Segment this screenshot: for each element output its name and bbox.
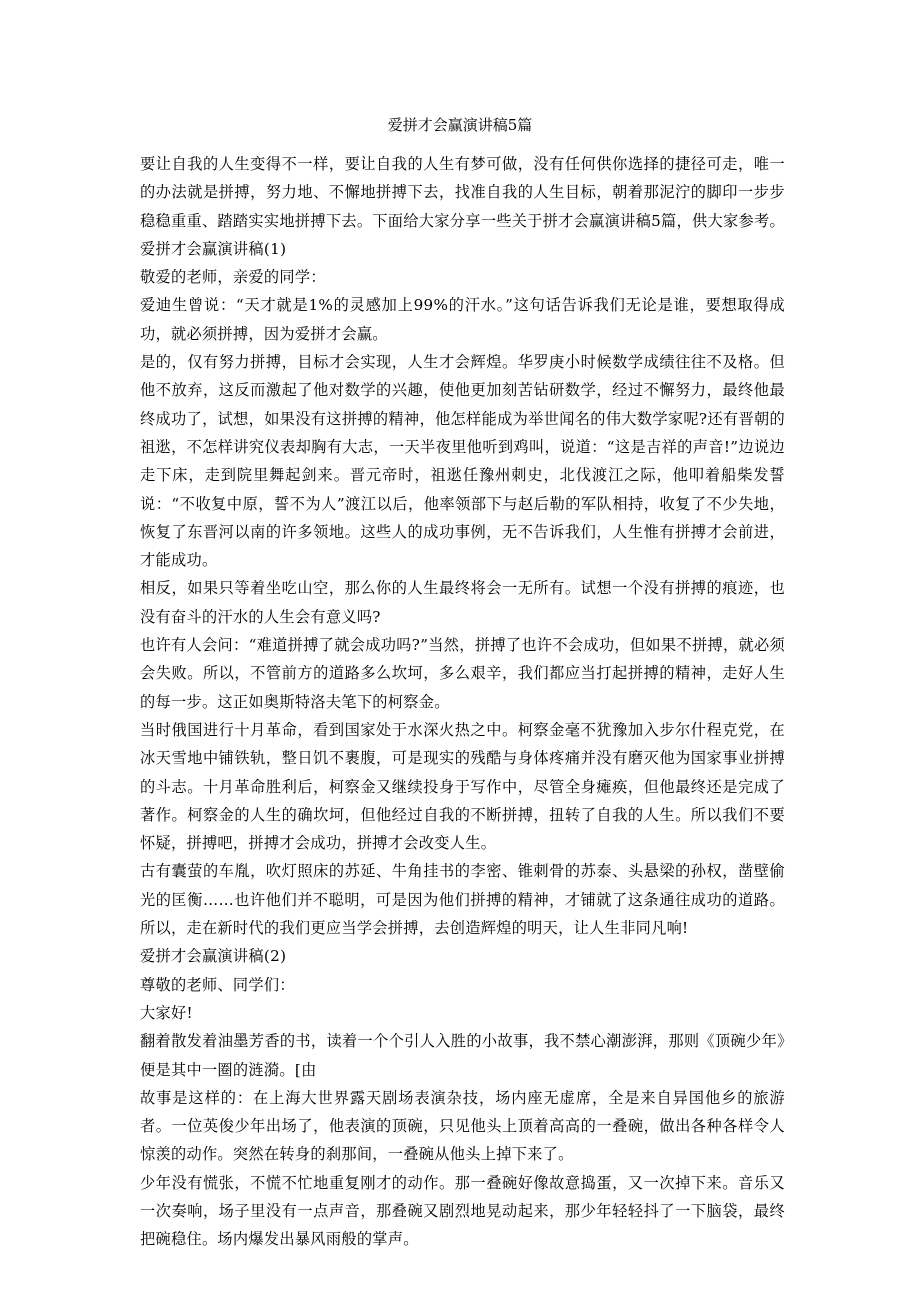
section-heading-1: 爱拼才会赢演讲稿(1) bbox=[140, 239, 287, 258]
document-body bbox=[140, 150, 785, 1254]
salutation-1: 敬爱的老师，亲爱的同学： bbox=[140, 268, 326, 287]
paragraph: 相反，如果只等着坐吃山空，那么你的人生最终将会一无所有。试想一个没有拼搏的痕迹，也没有奋斗的汗水的人生会有意义吗? bbox=[140, 579, 785, 626]
document-title: 爱拼才会赢演讲稿5篇 bbox=[387, 116, 533, 134]
paragraph-intro: 要让自我的人生变得不一样，要让自我的人生有梦可做，没有任何供你选择的捷径可走，唯一的办法就是拼搏，努力地、不懈地拼搏下去，找准自我的人生目标，朝着那泥泞的脚印一步步稳稳重重、踏踏实实地拼搏下去。下面给大家分享一些关于拼才会赢演讲稿5篇，供大家参考。 bbox=[140, 155, 785, 230]
salutation-2: 尊敬的老师、同学们： bbox=[140, 975, 295, 994]
paragraph: 当时俄国进行十月革命，看到国家处于水深火热之中。柯察金毫不犹豫加入步尔什程克党，在冰天雪地中铺铁轨，整日饥不裹腹，可是现实的残酷与身体疼痛并没有磨灭他为国家事业拼搏的斗志。十月革命胜利后，柯察金又继续投身于写作中，尽管全身瘫痪，但他最终还是完成了著作。柯察金的人生的确坎坷，但他经过自我的不断拼搏，扭转了自我的人生。所以我们不要怀疑，拼搏吧，拼搏才会成功，拼搏才会改变人生。 bbox=[140, 720, 785, 853]
paragraph: 翻着散发着油墨芳香的书，读着一个个引人入胜的小故事，我不禁心潮澎湃，那则《顶碗少年》便是其中一圈的涟漪。[由 bbox=[140, 1032, 785, 1079]
paragraph: 少年没有慌张，不慌不忙地重复刚才的动作。那一叠碗好像故意捣蛋，又一次掉下来。音乐又一次奏响，场子里没有一点声音，那叠碗又剧烈地晃动起来，那少年轻轻抖了一下脑袋，最终把碗稳住。场内爆发出暴风雨般的掌声。 bbox=[140, 1173, 785, 1249]
paragraph: 是的，仅有努力拼搏，目标才会实现，人生才会辉煌。华罗庚小时候数学成绩往往不及格。但他不放弃，这反而激起了他对数学的兴趣，使他更加刻苦钻研数学，经过不懈努力，最终他最终成功了，试想，如果没有这拼搏的精神，他怎样能成为举世闻名的伟大数学家呢?还有晋朝的祖逖，不怎样讲究仪表却胸有大志，一天半夜里他听到鸡叫，说道：“这是吉祥的声音!”边说边走下床，走到院里舞起剑来。晋元帝时，祖逖任豫州刺史，北伐渡江之际，他叩着船柴发誓说：“不收复中原，誓不为人”渡江以后，他率领部下与赵后勒的军队相持，收复了不少失地，恢复了东晋河以南的许多领地。这些人的成功事例，无不告诉我们，人生惟有拼搏才会前进，才能成功。 bbox=[140, 353, 785, 570]
paragraph: 故事是这样的：在上海大世界露天剧场表演杂技，场内座无虚席，全是来自异国他乡的旅游者。一位英俊少年出场了，他表演的顶碗，只见他头上顶着高高的一叠碗，做出各种各样令人惊羡的动作。突然在转身的刹那间，一叠碗从他头上掉下来了。 bbox=[140, 1088, 785, 1164]
paragraph: 爱迪生曾说：“天才就是1%的灵感加上99%的汗水。”这句话告诉我们无论是谁，要想取得成功，就必须拼搏，因为爱拼才会赢。 bbox=[140, 296, 785, 343]
paragraph: 古有囊萤的车胤，吹灯照床的苏延、牛角挂书的李密、锥刺骨的苏泰、头悬梁的孙权，凿壁偷光的匡衡……也许他们并不聪明，可是因为他们拼搏的精神，才铺就了这条通往成功的道路。所以，走在新时代的我们更应当学会拼搏，去创造辉煌的明天，让人生非同凡响! bbox=[140, 862, 785, 938]
section-heading-2: 爱拼才会赢演讲稿(2) bbox=[140, 947, 287, 966]
paragraph: 也许有人会问：“难道拼搏了就会成功吗?”当然，拼搏了也许不会成功，但如果不拼搏，就必须会失败。所以，不管前方的道路多么坎坷，多么艰辛，我们都应当打起拼搏的精神，走好人生的每一步。这正如奥斯特洛夫笔下的柯察金。 bbox=[140, 636, 785, 711]
greeting: 大家好! bbox=[140, 1003, 193, 1022]
